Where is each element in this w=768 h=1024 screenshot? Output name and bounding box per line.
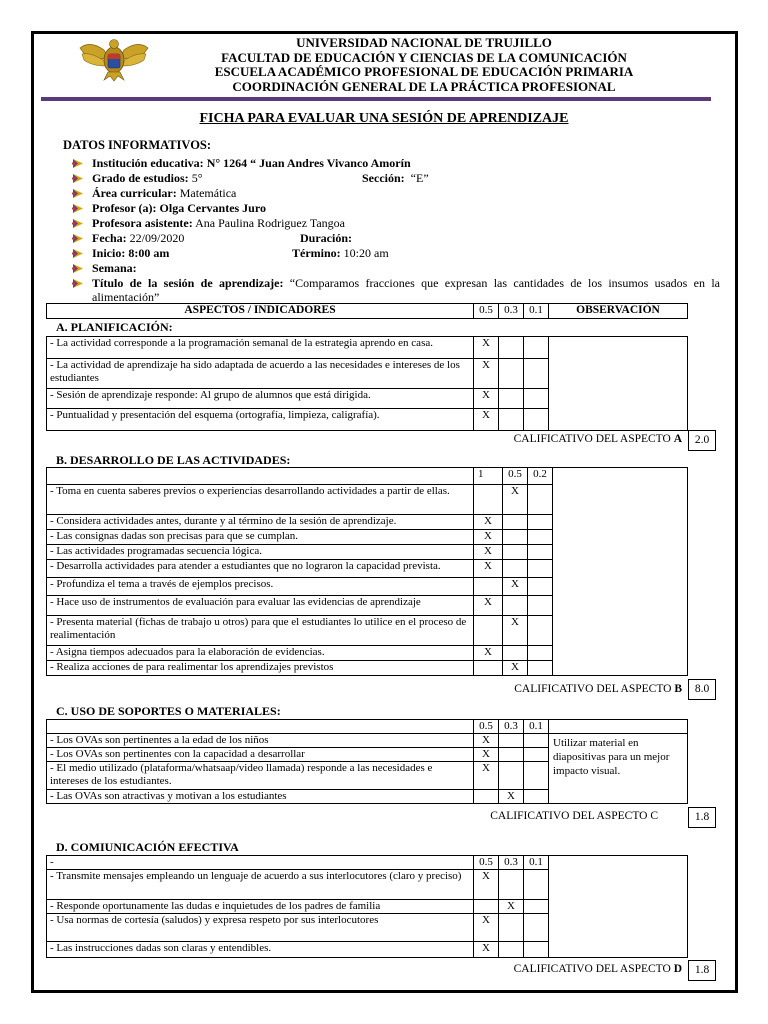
mark-cell: [503, 596, 528, 616]
table-row: [47, 337, 688, 359]
col-header-3: 0.1: [524, 720, 549, 734]
mark-cell: X: [474, 646, 503, 661]
calificativo-d-value: 1.8: [688, 960, 716, 981]
calificativo-d-letter: D: [673, 963, 682, 975]
indicator-text: - Toma en cuenta saberes previos o experiencias desarrollando actividades a partir de ellas.: [47, 485, 474, 515]
mark-cell: [474, 790, 499, 804]
mark-cell: [499, 748, 524, 762]
mark-cell: [499, 409, 524, 431]
mark-cell: [528, 661, 553, 676]
table-row: [47, 468, 688, 485]
col-header-1: 1: [474, 468, 503, 485]
mark-cell: [499, 914, 524, 942]
header-line-4: COORDINACIÓN GENERAL DE LA PRÁCTICA PROFESIONAL: [232, 78, 616, 94]
mark-cell: [503, 515, 528, 530]
inicio-value: 8:00 am: [128, 246, 170, 260]
fecha-label: Fecha:: [92, 231, 127, 245]
table-row: [47, 734, 688, 748]
section-c-table: [46, 719, 688, 804]
mark-cell: X: [474, 870, 499, 900]
calificativo-b-value: 8.0: [688, 679, 716, 700]
bullet-arrow-icon: [72, 218, 84, 229]
mark-cell: [503, 530, 528, 545]
mark-cell: [528, 596, 553, 616]
mark-cell: [499, 870, 524, 900]
mark-cell: [528, 560, 553, 578]
info-row-semana: [72, 261, 722, 276]
indicator-text: - La actividad de aprendizaje ha sido adaptada de acuerdo a las necesidades e intereses de los estudiantes: [47, 359, 474, 389]
observation-cell: [549, 337, 688, 431]
indicator-text: - Profundiza el tema a través de ejemplos precisos.: [47, 578, 474, 596]
indicator-text: - Realiza acciones de para realimentar los aprendizajes previstos: [47, 661, 474, 676]
mark-cell: [474, 578, 503, 596]
header-divider: [41, 97, 711, 101]
bullet-arrow-icon: [72, 158, 84, 169]
info-row-profesor: [72, 201, 722, 216]
section-a-table: [46, 336, 688, 431]
profesor-label: Profesor (a):: [92, 201, 157, 215]
mark-cell: X: [474, 560, 503, 578]
indicator-text: - Las actividades programadas secuencia lógica.: [47, 545, 474, 560]
header-line-2: FACULTAD DE EDUCACIÓN Y CIENCIAS DE LA COMUNICACIÓN: [221, 49, 627, 65]
col-header-2: 0.3: [499, 720, 524, 734]
institucion-value: N° 1264 “ Juan Andres Vivanco Amorín: [206, 156, 411, 170]
seccion-label: Sección:: [362, 171, 405, 185]
indicator-text: - El medio utilizado (plataforma/whatsaap/video llamada) responde a las necesidades e intereses de los estudiantes.: [47, 762, 474, 790]
mark-cell: X: [474, 515, 503, 530]
mark-cell: [503, 646, 528, 661]
bullet-arrow-icon: [72, 188, 84, 199]
table-row: [47, 856, 688, 870]
duracion-label: Duración:: [300, 231, 352, 245]
indicator-text: - Las consignas dadas son precisas para que se cumplan.: [47, 530, 474, 545]
datos-informativos-title: DATOS INFORMATIVOS:: [63, 138, 212, 152]
mark-cell: X: [474, 409, 499, 431]
indicator-text: - Hace uso de instrumentos de evaluación para evaluar las evidencias de aprendizaje: [47, 596, 474, 616]
mark-cell: X: [499, 900, 524, 914]
mark-cell: X: [503, 578, 528, 596]
mark-cell: X: [474, 359, 499, 389]
mark-cell: X: [474, 337, 499, 359]
info-row-asistente: [72, 216, 722, 231]
mark-cell: [499, 359, 524, 389]
col-header-2: 0.3: [499, 304, 524, 319]
col-header-3: 0.1: [524, 856, 549, 870]
info-row-institucion: [72, 156, 722, 171]
mark-cell: X: [474, 530, 503, 545]
info-row-grado: [72, 171, 722, 186]
mark-cell: [524, 359, 549, 389]
mark-cell: [524, 762, 549, 790]
mark-cell: [528, 485, 553, 515]
bullet-arrow-icon: [72, 173, 84, 184]
indicator-text: - Usa normas de cortesía (saludos) y expresa respeto por sus interlocutores: [47, 914, 474, 942]
mark-cell: [474, 485, 503, 515]
indicator-text: - Las instrucciones dadas son claras y entendibles.: [47, 942, 474, 958]
section-d-title: D. COMIUNICACIÓN EFECTIVA: [56, 840, 239, 854]
section-d-table: [46, 855, 688, 958]
indicator-text: - Presenta material (fichas de trabajo u otros) para que el estudiantes lo utilice en el proceso de realimentación: [47, 616, 474, 646]
info-row-area: [72, 186, 722, 201]
col-header-1: 0.5: [474, 856, 499, 870]
calificativo-a-value: 2.0: [688, 430, 716, 451]
termino-value: 10:20 am: [343, 246, 389, 260]
mark-cell: [499, 389, 524, 409]
mark-cell: [528, 515, 553, 530]
calificativo-d-label: CALIFICATIVO DEL ASPECTO D: [513, 963, 682, 975]
mark-cell: [474, 616, 503, 646]
calificativo-b-letter: B: [674, 683, 682, 695]
bullet-arrow-icon: [72, 203, 84, 214]
bullet-arrow-icon: [72, 248, 84, 259]
bullet-arrow-icon: [72, 263, 84, 274]
mark-cell: X: [503, 661, 528, 676]
mark-cell: X: [499, 790, 524, 804]
info-row-fecha: [72, 231, 722, 246]
titulo-label: Título de la sesión de aprendizaje:: [92, 276, 284, 290]
col-header-3: 0.2: [528, 468, 553, 485]
calificativo-c-value: 1.8: [688, 807, 716, 828]
mark-cell: [499, 762, 524, 790]
indicator-text: - Desarrolla actividades para atender a estudiantes que no lograron la capacidad prevista.: [47, 560, 474, 578]
mark-cell: [528, 646, 553, 661]
table-row: [47, 720, 688, 734]
indicator-text: - Los OVAs son pertinentes a la edad de los niños: [47, 734, 474, 748]
indicator-text: - Asigna tiempos adecuados para la elaboración de evidencias.: [47, 646, 474, 661]
institution-header: [0, 36, 768, 94]
institucion-label: Institución educativa:: [92, 156, 204, 170]
mark-cell: [524, 900, 549, 914]
indicator-text: - Transmite mensajes empleando un lenguaje de acuerdo a sus interlocutores (claro y preciso): [47, 870, 474, 900]
bullet-arrow-icon: [72, 233, 84, 244]
section-b-title: B. DESARROLLO DE LAS ACTIVIDADES:: [56, 453, 291, 467]
main-header-table: [46, 303, 688, 319]
mark-cell: X: [503, 616, 528, 646]
mark-cell: X: [474, 545, 503, 560]
mark-cell: [524, 748, 549, 762]
mark-cell: X: [474, 596, 503, 616]
mark-cell: [474, 661, 503, 676]
mark-cell: [528, 616, 553, 646]
mark-cell: X: [474, 748, 499, 762]
mark-cell: [524, 870, 549, 900]
mark-cell: X: [474, 734, 499, 748]
form-title: FICHA PARA EVALUAR UNA SESIÓN DE APRENDIZAJE: [199, 111, 569, 126]
indicator-text: - La actividad corresponde a la programación semanal de la estrategia aprendo en casa.: [47, 337, 474, 359]
header-line-3: ESCUELA ACADÉMICO PROFESIONAL DE EDUCACIÓN PRIMARIA: [214, 64, 634, 79]
indicator-text: - Los OVAs son pertinentes con la capacidad a desarrollar: [47, 748, 474, 762]
section-c-title: C. USO DE SOPORTES O MATERIALES:: [56, 704, 281, 718]
indicator-text: -: [47, 856, 474, 870]
asistente-value: Ana Paulina Rodriguez Tangoa: [195, 216, 345, 230]
info-row-inicio: [72, 246, 722, 261]
mark-cell: [528, 545, 553, 560]
mark-cell: [524, 942, 549, 958]
grado-label: Grado de estudios:: [92, 171, 189, 185]
mark-cell: X: [474, 762, 499, 790]
titulo-value: “Comparamos fracciones que expresan las cantidades de los insumos usados en la alimentación”: [92, 276, 720, 304]
calificativo-b-label: CALIFICATIVO DEL ASPECTO B: [514, 683, 682, 695]
info-row-titulo: [72, 276, 722, 306]
col-header-1: 0.5: [474, 720, 499, 734]
mark-cell: X: [503, 485, 528, 515]
mark-cell: [528, 530, 553, 545]
semana-label: Semana:: [92, 261, 137, 275]
mark-cell: [503, 560, 528, 578]
header-line-1: UNIVERSIDAD NACIONAL DE TRUJILLO: [296, 35, 552, 50]
mark-cell: [474, 900, 499, 914]
mark-cell: [503, 545, 528, 560]
mark-cell: [524, 337, 549, 359]
indicator-text: - Las OVAs son atractivas y motivan a los estudiantes: [47, 790, 474, 804]
observation-cell: Utilizar material en diapositivas para un mejor impacto visual.: [549, 734, 688, 804]
asistente-label: Profesora asistente:: [92, 216, 193, 230]
calificativo-a-letter: A: [673, 433, 682, 445]
fecha-value: 22/09/2020: [129, 231, 185, 245]
indicator-text: - Puntualidad y presentación del esquema (ortografía, limpieza, caligrafía).: [47, 409, 474, 431]
mark-cell: [524, 389, 549, 409]
mark-cell: X: [474, 942, 499, 958]
calificativo-a-label: CALIFICATIVO DEL ASPECTO A: [513, 433, 682, 445]
col-header-1: 0.5: [474, 304, 499, 319]
area-value: Matemática: [179, 186, 237, 200]
termino-label: Término:: [292, 246, 341, 260]
calificativo-c-label: CALIFICATIVO DEL ASPECTO C: [490, 810, 658, 822]
col-header-2: 0.5: [503, 468, 528, 485]
mark-cell: [524, 790, 549, 804]
col-header-2: 0.3: [499, 856, 524, 870]
bullet-arrow-icon: [72, 278, 84, 289]
section-b-table: [46, 467, 688, 676]
indicator-text: - Responde oportunamente las dudas e inquietudes de los padres de familia: [47, 900, 474, 914]
area-label: Área curricular:: [92, 186, 177, 200]
inicio-label: Inicio:: [92, 246, 126, 260]
aspectos-header: ASPECTOS / INDICADORES: [47, 304, 474, 319]
mark-cell: [524, 734, 549, 748]
observation-cell: [553, 468, 688, 676]
indicator-text: - Considera actividades antes, durante y al término de la sesión de aprendizaje.: [47, 515, 474, 530]
mark-cell: [524, 914, 549, 942]
observation-cell: [549, 856, 688, 958]
mark-cell: X: [474, 914, 499, 942]
datos-informativos: [72, 156, 722, 306]
mark-cell: [499, 942, 524, 958]
observacion-header: OBSERVACIÓN: [549, 304, 688, 319]
mark-cell: [524, 409, 549, 431]
mark-cell: [499, 734, 524, 748]
col-header-3: 0.1: [524, 304, 549, 319]
mark-cell: [499, 337, 524, 359]
indicator-text: - Sesión de aprendizaje responde: Al grupo de alumnos que está dirigida.: [47, 389, 474, 409]
mark-cell: X: [474, 389, 499, 409]
profesor-value: Olga Cervantes Juro: [159, 201, 266, 215]
seccion-value: “E”: [410, 171, 429, 185]
grado-value: 5°: [191, 171, 203, 185]
section-a-title: A. PLANIFICACIÓN:: [56, 320, 173, 334]
mark-cell: [528, 578, 553, 596]
